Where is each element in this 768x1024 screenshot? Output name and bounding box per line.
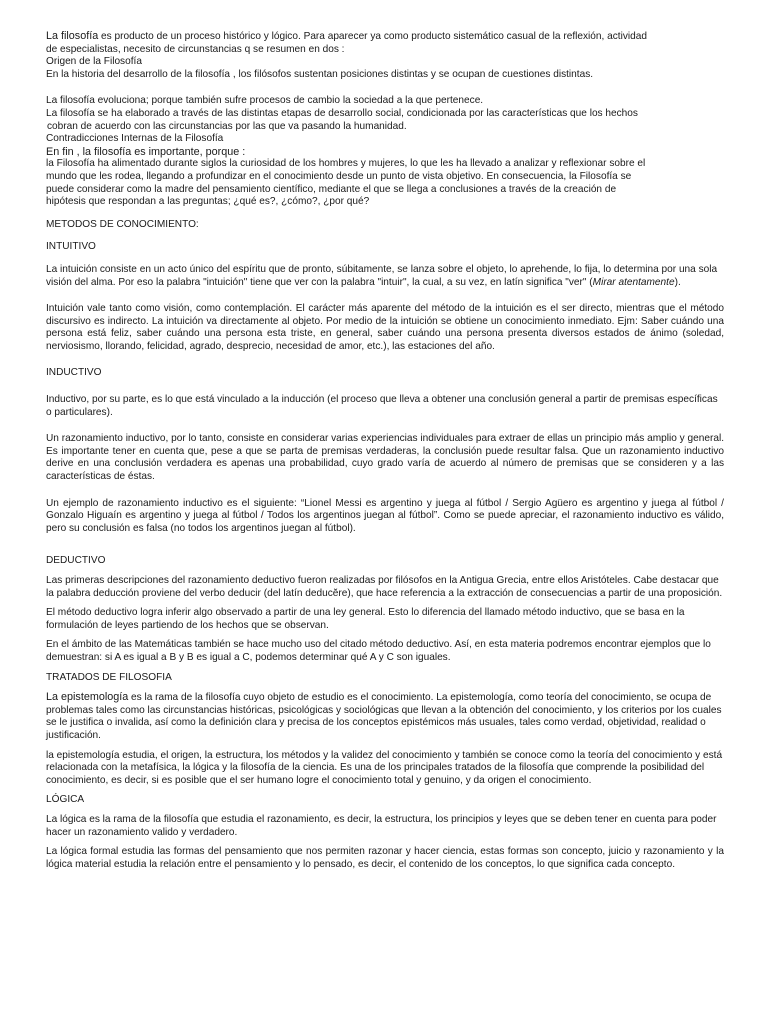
origin-heading: Origen de la Filosofía bbox=[46, 56, 142, 68]
deductivo-paragraph-1: Las primeras descripciones del razonamiento deductivo fueron realizadas por filósofos en la Antigua Grecia, entre ellos Aristóteles. Cabe destacar que la palabra deducción proviene del verbo deducir (del latín deducĕre), que hace referencia a la extracción de consecuencias a partir de una proposición. bbox=[46, 575, 723, 599]
intro-line-2: de especialistas, necesito de circunstancias q se resumen en dos : bbox=[46, 43, 345, 55]
intuitivo-heading: INTUITIVO bbox=[46, 241, 96, 253]
intro-line-5: La filosofía evoluciona; porque también sufre procesos de cambio la sociedad a la que pertenece. bbox=[46, 95, 484, 107]
intro-line-7: cobran de acuerdo con las circunstancias por las que va pasando la humanidad. bbox=[47, 120, 407, 132]
intro-line-10: la Filosofía ha alimentado durante siglos la curiosidad de los hombres y mujeres, lo que les ha llevado a analizar y reflexionar sobre el bbox=[46, 158, 646, 170]
epistemologia-lead: La epistemología bbox=[46, 691, 129, 704]
intro-line-12: puede considerar como la madre del pensamiento científico, mediante el que se llega a conclusiones a través de la creación de bbox=[46, 183, 617, 195]
inductivo-paragraph-2: Un razonamiento inductivo, por lo tanto, consiste en considerar varias experiencias individuales para extraer de ellas un principio más amplio y general. Es importante tener en cuenta que, pese a que se parta de premisas verdaderas, la conclusión puede resultar falsa. Que un razonamiento inductivo derive en una conclusión verdadera es apenas una probabilidad, cuyo grado varía de acuerdo al número de premisas que se consideren y a las características de éstas. bbox=[46, 433, 724, 483]
intro-line-6: La filosofía se ha elaborado a través de las distintas etapas de desarrollo social, condicionada por las características que los hechos bbox=[46, 107, 638, 119]
intuitivo-paragraph-2: Intuición vale tanto como visión, como contemplación. El carácter más aparente del método de la intuición es el ser directo, mientras que el método discursivo es indirecto. La intuición va directamente al objeto. Por medio de la intuición se obtiene un conocimiento inmediato. Ejm: Saber cuándo una persona está feliz, saber cuándo una persona esta triste, en general, saber cuándo una persona presenta diversos estados de ánimo (soledad, nerviosismo, llorando, felicidad, agrado, desprecio, necesidad de amor, etc.), las estaciones del año. bbox=[46, 303, 724, 352]
intro-lead: La filosofía bbox=[46, 30, 99, 42]
intro-line-11: mundo que les rodea, llegando a profundizar en el conocimiento desde un punto de vista objetivo. En consecuencia, la Filosofía se bbox=[46, 170, 632, 182]
deductivo-paragraph-2: El método deductivo logra inferir algo observado a partir de una ley general. Esto lo diferencia del llamado método inductivo, que se basa en la formulación de leyes partiendo de los hechos que se observan. bbox=[46, 607, 685, 631]
intro-line-4: En la historia del desarrollo de la filosofía , los filósofos sustentan posiciones distintas y se ocupan de cuestiones distintas. bbox=[46, 68, 594, 80]
contradictions-heading: Contradicciones Internas de la Filosofía bbox=[46, 133, 224, 145]
intro-line-1: La filosofía es producto de un proceso histórico y lógico. Para aparecer ya como producto sistemático casual de la reflexión, actividad bbox=[46, 30, 647, 42]
logica-heading: LÓGICA bbox=[46, 794, 85, 806]
inductivo-heading: INDUCTIVO bbox=[46, 367, 102, 379]
logica-paragraph-1: La lógica es la rama de la filosofía que estudia el razonamiento, es decir, la estructura, los principios y leyes que se deben tener en cuenta para poder hacer un razonamiento valido y verdadero. bbox=[46, 813, 717, 838]
metodos-heading: METODOS DE CONOCIMIENTO: bbox=[46, 218, 199, 230]
inductivo-paragraph-3: Un ejemplo de razonamiento inductivo es el siguiente: “Lionel Messi es argentino y juega al fútbol / Sergio Agüero es argentino y juega al fútbol / Gonzalo Higuaín es argentino y juega al fútbol / Todos los argentinos juegan al fútbol”. Como se puede apreciar, el razonamiento inductivo es válido, pero su conclusión es falsa (no todos los argentinos juegan al fútbol). bbox=[46, 497, 724, 534]
epistemologia-paragraph-2: la epistemología estudia, el origen, la estructura, los métodos y la validez del conocimiento y también se conoce como la teoría del conocimiento y está relacionada con la metafísica, la lógica y la filosofía de la ciencia. Es una de los principales tratados de la filosofía que comprende la posibilidad del conocimiento, es decir, si es posible que el ser humano logre el conocimiento total y genuino, y da origen el conocimiento. bbox=[46, 749, 723, 786]
intro-line-13: hipótesis que respondan a las preguntas; ¿qué es?, ¿cómo?, ¿por qué? bbox=[46, 196, 370, 208]
intuitivo-paragraph-1: La intuición consiste en un acto único del espíritu que de pronto, súbitamente, se lanza sobre el objeto, lo aprehende, lo fija, lo determina por una sola visión del alma. Por eso la palabra "intuición" tiene que ver con la palabra "intuir", la cual, a su vez, en latín significa "ver" (Mirar atentamente). bbox=[46, 263, 718, 288]
deductivo-heading: DEDUCTIVO bbox=[46, 555, 106, 567]
epistemologia-paragraph-1: La epistemología es la rama de la filosofía cuyo objeto de estudio es el conocimiento. La epistemología, como teoría del conocimiento, se ocupa de problemas tales como las circunstancias históricas, psicológicas y sociológicas que llevan a la obtención del conocimiento, y los criterios por los cuales se le justifica o invalida, así como la definición clara y precisa de los conceptos epistémicos más usuales, tales como verdad, objetividad, realidad o justificación. bbox=[46, 691, 722, 741]
deductivo-paragraph-3: En el ámbito de las Matemáticas también se hace mucho uso del citado método deductivo. Así, en esta materia podremos encontrar ejemplos que lo demuestran: si A es igual a B y B es igual a C, podemos determinar qué A y C son iguales. bbox=[46, 639, 711, 663]
inductivo-paragraph-1: Inductivo, por su parte, es lo que está vinculado a la inducción (el proceso que lleva a obtener una conclusión general a partir de premisas específicas o particulares). bbox=[46, 394, 718, 418]
importance-heading: En fin , la filosofía es importante, porque : bbox=[46, 145, 246, 158]
tratados-heading: TRATADOS DE FILOSOFIA bbox=[46, 671, 172, 683]
logica-paragraph-2: La lógica formal estudia las formas del pensamiento que nos permiten razonar y hacer ciencia, estas formas son concepto, juicio y razonamiento y la lógica material estudia la relación entre el pensamiento y lo pensado, es decir, el contenido de los conceptos, lo que significa cada concepto. bbox=[46, 846, 724, 870]
